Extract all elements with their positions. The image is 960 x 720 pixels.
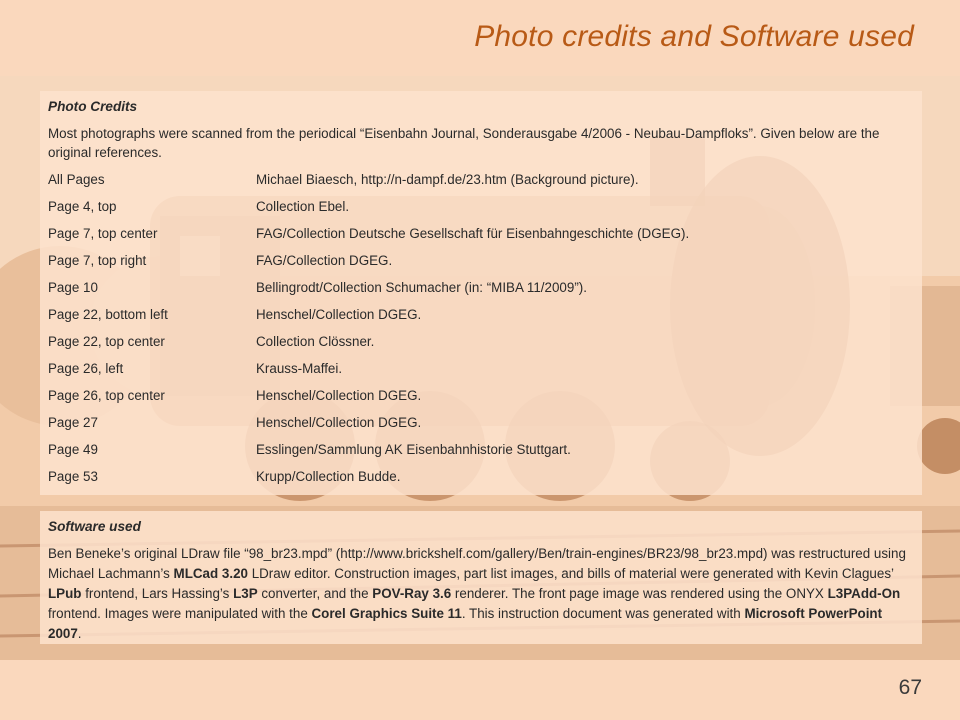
photo-credits-heading: Photo Credits <box>48 99 138 114</box>
credit-source: Michael Biaesch, http://n-dampf.de/23.htm (Background picture). <box>256 172 639 187</box>
software-text-segment: frontend, Lars Hassing’s <box>81 586 234 601</box>
software-description <box>48 544 914 644</box>
photo-credits-intro: Most photographs were scanned from the periodical “Eisenbahn Journal, Sonderausgabe 4/2006 - Neubau-Dampfloks”. Given below are the original references. <box>48 126 880 160</box>
software-text-segment: Ben Beneke’s original LDraw file “98_br23.mpd” (http://www.brickshelf.com/gallery/Ben/train-engines/BR23/98_br23.mpd) was restructured using Michael Lachmann’s <box>48 546 906 581</box>
credit-page: Page 22, bottom left <box>48 307 168 322</box>
software-name-lpub: LPub <box>48 586 82 601</box>
software-text-segment: . <box>77 626 82 641</box>
credit-page: Page 10 <box>48 280 98 295</box>
credit-source: Krauss-Maffei. <box>256 361 343 376</box>
credit-row <box>48 332 914 359</box>
credit-row <box>48 440 914 467</box>
credit-page: Page 7, top right <box>48 253 147 268</box>
credit-row <box>48 305 914 332</box>
credit-row <box>48 467 914 494</box>
credit-source: Henschel/Collection DGEG. <box>256 307 422 322</box>
software-text-segment: converter, and the <box>257 586 373 601</box>
credit-source: Bellingrodt/Collection Schumacher (in: “MIBA 11/2009”). <box>256 280 587 295</box>
credits-table <box>48 170 914 494</box>
software-used-panel <box>40 511 922 644</box>
credit-row <box>48 359 914 386</box>
software-text-segment: . This instruction document was generated with <box>461 606 745 621</box>
credit-page: Page 7, top center <box>48 226 158 241</box>
software-text-segment: LDraw editor. Construction images, part list images, and bills of material were generated with Kevin Clagues’ <box>247 566 894 581</box>
photo-credits-panel <box>40 91 922 495</box>
credit-source: Collection Ebel. <box>256 199 350 214</box>
credit-row <box>48 197 914 224</box>
software-name-powerpoint: Microsoft PowerPoint 2007 <box>48 606 883 641</box>
footer-band <box>0 660 960 720</box>
credit-row <box>48 251 914 278</box>
credit-row <box>48 413 914 440</box>
credit-row <box>48 278 914 305</box>
page-title: Photo credits and Software used <box>474 20 914 53</box>
credit-row <box>48 386 914 413</box>
credit-row <box>48 224 914 251</box>
software-name-corel: Corel Graphics Suite 11 <box>311 606 462 621</box>
credit-page: Page 49 <box>48 442 98 457</box>
software-name-mlcad: MLCad 3.20 <box>173 566 248 581</box>
credit-source: FAG/Collection DGEG. <box>256 253 393 268</box>
credit-page: Page 53 <box>48 469 98 484</box>
software-name-povray: POV-Ray 3.6 <box>372 586 452 601</box>
software-text-segment: renderer. The front page image was rendered using the ONYX <box>451 586 828 601</box>
credit-page: Page 26, left <box>48 361 124 376</box>
software-name-l3p: L3P <box>233 586 258 601</box>
software-used-heading: Software used <box>48 519 141 534</box>
credit-source: FAG/Collection Deutsche Gesellschaft für Eisenbahngeschichte (DGEG). <box>256 226 690 241</box>
credit-source: Henschel/Collection DGEG. <box>256 388 422 403</box>
credit-page: Page 27 <box>48 415 98 430</box>
credit-source: Henschel/Collection DGEG. <box>256 415 422 430</box>
credit-page: Page 22, top center <box>48 334 165 349</box>
software-name-l3paddon: L3PAdd-On <box>827 586 901 601</box>
header-band <box>0 0 960 76</box>
credit-source: Krupp/Collection Budde. <box>256 469 401 484</box>
credit-page: All Pages <box>48 172 105 187</box>
credit-source: Esslingen/Sammlung AK Eisenbahnhistorie Stuttgart. <box>256 442 571 457</box>
page-number: 67 <box>898 676 922 699</box>
credit-page: Page 4, top <box>48 199 117 214</box>
software-text-segment: frontend. Images were manipulated with the <box>48 606 312 621</box>
credit-row <box>48 170 914 197</box>
credit-page: Page 26, top center <box>48 388 165 403</box>
credit-source: Collection Clössner. <box>256 334 375 349</box>
